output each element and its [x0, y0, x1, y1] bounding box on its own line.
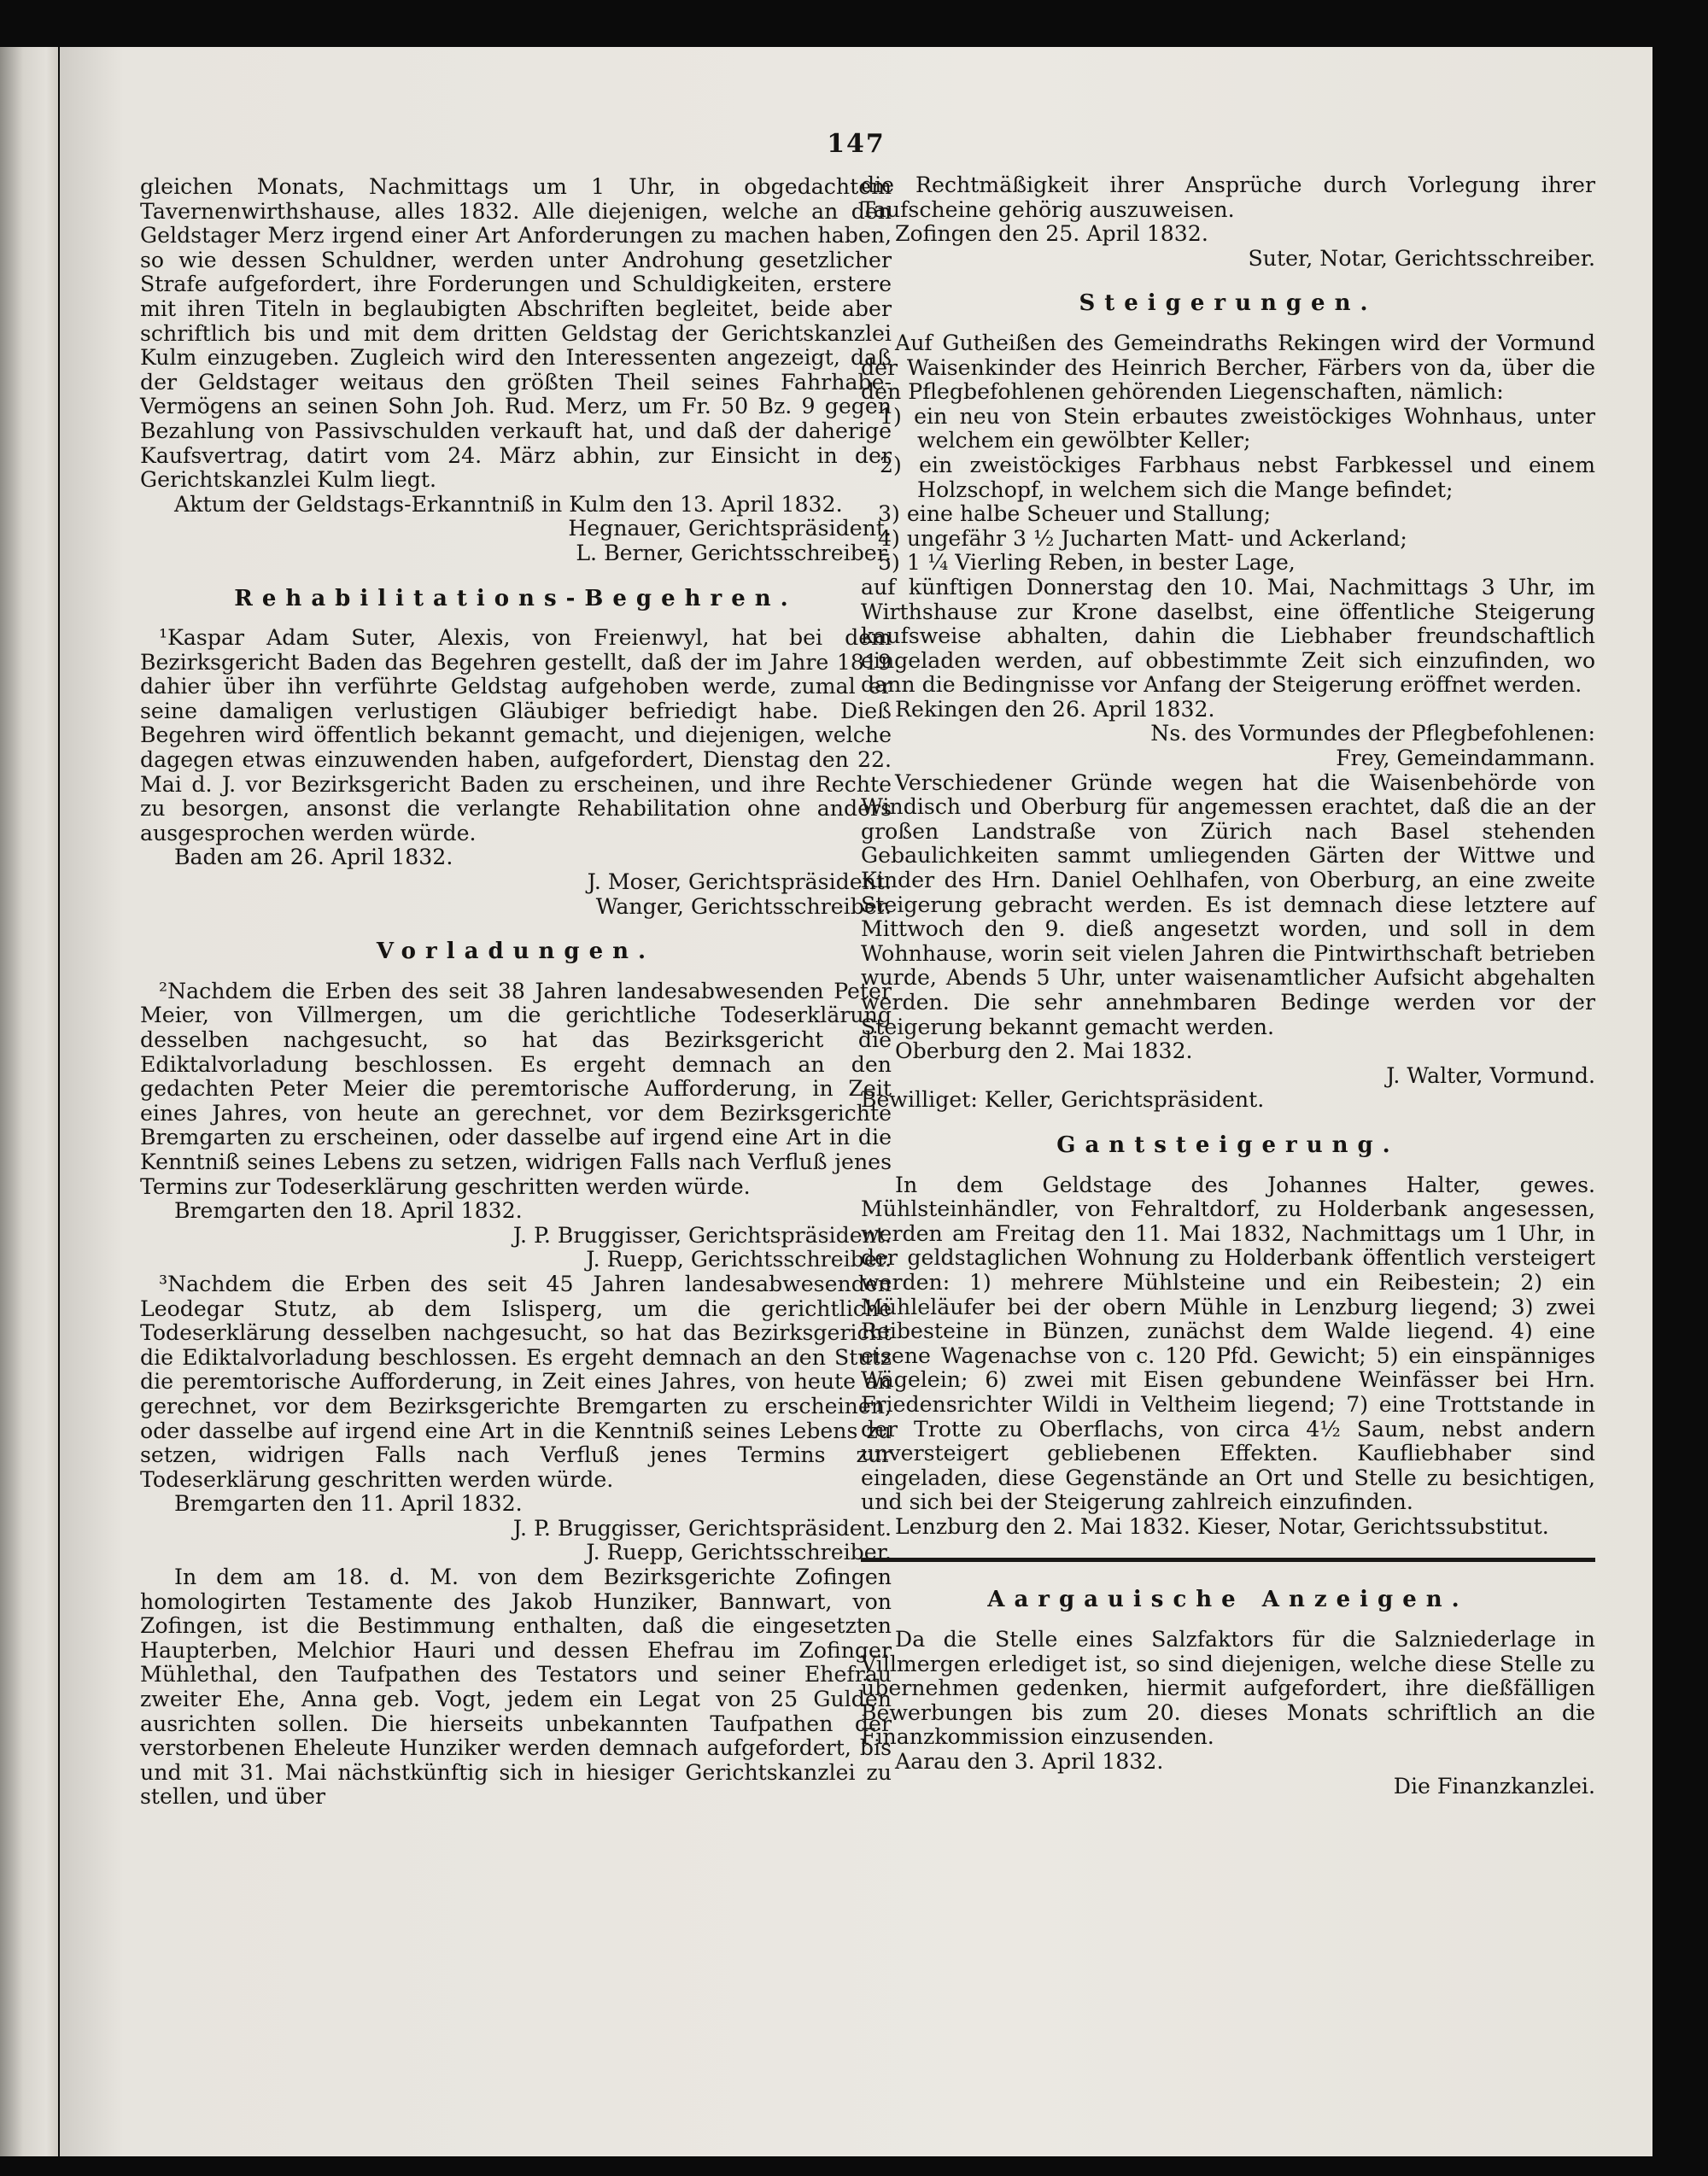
previous-page-edge — [0, 47, 58, 2156]
vorladung-1-signature-1: J. P. Bruggisser, Gerichtspräsident. — [512, 1222, 892, 1248]
steigerung-1-signature-2: Frey, Gemeindammann. — [1336, 746, 1595, 771]
steigerung-1-intro: Auf Gutheißen des Gemeindraths Rekingen wird der Vormund der Waisenkinder des Heinrich Bercher, Färbers von da, über die den Pflegbefohlenen gehörenden Liegenschaften, nämlich: — [861, 330, 1595, 405]
testament-place-date: Zofingen den 25. April 1832. — [895, 221, 1208, 247]
vorladung-2-signature-2: J. Ruepp, Gerichtsschreiber. — [586, 1540, 892, 1565]
vorladung-2-text: ³Nachdem die Erben des seit 45 Jahren landesabwesenden Leodegar Stutz, ab dem Islisperg, um die gerichtliche Todeserklärung desselben nachgesucht, so hat das Bezirksgericht die Ediktalvorladung beschlossen. Es ergeht demnach an den Stutz die peremtorische Aufforderung, in Zeit eines Jahres, von heute an gerechnet, vor dem Bezirksgerichte Bremgarten zu erscheinen, oder dasselbe auf irgend eine Art in die Kenntniß seines Lebens zu setzen, widrigen Falls nach Verfluß jenes Termins zur Todeserklärung geschritten werden würde. — [140, 1271, 892, 1492]
anzeige-signature: Die Finanzkanzlei. — [1393, 1773, 1595, 1799]
right-column — [861, 173, 1595, 1799]
heading-aargauische-anzeigen: Aargauische Anzeigen. — [987, 1587, 1469, 1613]
steigerung-2-approval: Bewilliget: Keller, Gerichtspräsident. — [861, 1087, 1265, 1113]
testament-text: In dem am 18. d. M. von dem Bezirksgerichte Zofingen homologirten Testamente des Jakob Hunziker, Bannwart, von Zofingen, ist die Bestimmung enthalten, daß die eingesetzten Haupterben, Melchior Hauri und dessen Ehefrau im Zofinger Mühlethal, den Taufpathen des Testators und seiner Ehefrau zweiter Ehe, Anna geb. Vogt, jedem ein Legat von 25 Gulden ausrichten sollen. Die hierseits unbekannten Taufpathen der verstorbenen Eheleute Hunziker werden demnach aufgefordert, bis und mit 31. Mai nächstkünftig sich in hiesiger Gerichtskanzlei zu stellen, und über — [140, 1565, 892, 1810]
vorladung-1-text: ²Nachdem die Erben des seit 38 Jahren landesabwesenden Peter Meier, von Villmergen, um die gerichtliche Todeserklärung desselben nachgesucht, so hat das Bezirksgericht die Ediktalvorladung beschlossen. Es ergeht demnach an den gedachten Peter Meier die peremtorische Aufforderung, in Zeit eines Jahres, von heute an gerechnet, vor dem Bezirksgerichte Bremgarten zu erscheinen, oder dasselbe auf irgend eine Art in die Kenntniß seines Lebens zu setzen, widrigen Falls nach Verfluß jenes Termins zur Todeserklärung geschritten werden würde. — [140, 978, 892, 1199]
steigerung-1-item-2: 2) ein zweistöckiges Farbhaus nebst Farbkessel und einem Holzschopf, in welchem sich die Mange befindet; — [880, 452, 1595, 502]
geldstag-text: gleichen Monats, Nachmittags um 1 Uhr, in obgedachtem Tavernenwirthshause, alles 1832. Alle diejenigen, welche an den Geldstager Merz irgend einer Art Anforderungen zu machen haben, so wie dessen Schuldner, werden unter Androhung gesetzlicher Strafe aufgefordert, ihre Forderungen und Schuldigkeiten, erstere mit ihren Titeln in beglaubigten Abschriften begleitet, beide aber schriftlich bis und mit dem dritten Geldstag der Gerichtskanzlei Kulm einzugeben. Zugleich wird den Interessenten angezeigt, daß der Geldstager weitaus den größten Theil seines Fahrhabe-Vermögens an seinen Sohn Joh. Rud. Merz, um Fr. 50 Bz. 9 gegen Bezahlung von Passivschulden verkauft hat, und daß der daherige Kaufsvertrag, datirt vom 24. März abhin, zur Einsicht in der Gerichtskanzlei Kulm liegt. — [140, 174, 892, 493]
steigerung-2-place-date: Oberburg den 2. Mai 1832. — [895, 1038, 1193, 1064]
steigerung-1-item-5: 5) 1 ¼ Vierling Reben, in bester Lage, — [878, 550, 1296, 576]
heading-vorladungen: Vorladungen. — [376, 939, 656, 965]
anzeige-place-date: Aarau den 3. April 1832. — [895, 1749, 1164, 1775]
anzeige-text: Da die Stelle eines Salzfaktors für die Salzniederlage in Villmergen erlediget ist, so sind diejenigen, welche diese Stelle zu übernehmen gedenken, hiermit aufgefordert, ihre dießfälligen Bewerbungen bis zum 20. dieses Monats schriftlich an die Finanzkommission einzusenden. — [861, 1627, 1595, 1750]
geldstag-signature-2: L. Berner, Gerichtsschreiber. — [576, 540, 892, 565]
rehabilitation-text: ¹Kaspar Adam Suter, Alexis, von Freienwyl, hat bei dem Bezirksgericht Baden das Begehren gestellt, daß der im Jahre 1819 dahier über ihn verführte Geldstag aufgehoben werde, zumal er seine damaligen verlustigen Gläubiger befriedigt habe. Dieß Begehren wird öffentlich bekannt gemacht, und diejenigen, welche dagegen etwas einzuwenden haben, aufgefordert, Dienstag den 22. Mai d. J. vor Bezirksgericht Baden zu erscheinen, und ihre Rechte zu besorgen, ansonst die verlangte Rehabilitation ohne anders ausgesprochen werden würde. — [140, 625, 892, 845]
geldstag-signature-1: Hegnauer, Gerichtspräsident. — [568, 516, 892, 541]
section-divider — [861, 1558, 1595, 1562]
steigerung-1-item-4: 4) ungefähr 3 ½ Jucharten Matt- und Ackerland; — [878, 525, 1407, 551]
left-column — [140, 175, 892, 1810]
steigerung-1-item-3: 3) eine halbe Scheuer und Stallung; — [878, 501, 1272, 527]
steigerung-1-signature-1: Ns. des Vormundes der Pflegbefohlenen: — [1150, 721, 1595, 746]
steigerung-1-place-date: Rekingen den 26. April 1832. — [895, 696, 1215, 722]
vorladung-2-place-date: Bremgarten den 11. April 1832. — [174, 1491, 523, 1517]
page-number: 147 — [827, 129, 886, 159]
testament-continued: die Rechtmäßigkeit ihrer Ansprüche durch Vorlegung ihrer Taufscheine gehörig auszuweisen. — [861, 173, 1595, 222]
vorladung-1-place-date: Bremgarten den 18. April 1832. — [174, 1198, 523, 1224]
gantsteigerung-text: In dem Geldstage des Johannes Halter, gewes. Mühlsteinhändler, von Fehraltdorf, zu Holderbank angesessen, werden am Freitag den 11. Mai 1832, Nachmittags um 1 Uhr, in der geldstaglichen Wohnung zu Holderbank öffentlich versteigert werden: 1) mehrere Mühlsteine und ein Reibestein; 2) ein Mühleläufer bei der obern Mühle in Lenzburg liegend; 3) zwei Reibesteine in Bünzen, zunächst dem Walde liegend. 4) eine eisene Wagenachse von c. 120 Pfd. Gewicht; 5) ein einspänniges Wägelein; 6) zwei mit Eisen gebundene Weinfässer bei Hrn. Friedensrichter Wildi in Veltheim liegend; 7) eine Trottstande in der Trotte zu Oberflachs, von circa 4½ Saum, nebst andern unversteigert gebliebenen Effekten. Kaufliebhaber sind eingeladen, diese Gegenstände an Ort und Stelle zu besichtigen, und sich bei der Steigerung zahlreich einzufinden. — [861, 1172, 1595, 1515]
steigerung-2-signature: J. Walter, Vormund. — [1386, 1062, 1595, 1088]
testament-signature: Suter, Notar, Gerichtsschreiber. — [1248, 245, 1595, 271]
gantsteigerung-place-date-signature: Lenzburg den 2. Mai 1832. Kieser, Notar, Gerichtssubstitut. — [895, 1513, 1549, 1539]
steigerung-1-item-1: 1) ein neu von Stein erbautes zweistöckiges Wohnhaus, unter welchem ein gewölbter Keller; — [880, 403, 1595, 453]
rehabilitation-place-date: Baden am 26. April 1832. — [174, 845, 453, 870]
heading-gantsteigerung: Gantsteigerung. — [1056, 1132, 1400, 1158]
newspaper-page — [60, 47, 1652, 2156]
vorladung-2-signature-1: J. P. Bruggisser, Gerichtspräsident. — [512, 1515, 892, 1541]
heading-steigerungen: Steigerungen. — [1079, 290, 1378, 317]
rehabilitation-signature-2: Wanger, Gerichtsschreiber. — [595, 893, 892, 919]
geldstag-place-date: Aktum der Geldstags-Erkanntniß in Kulm den 13. April 1832. — [174, 491, 843, 517]
vorladung-1-signature-2: J. Ruepp, Gerichtsschreiber. — [586, 1247, 892, 1272]
steigerung-2-text: Verschiedener Gründe wegen hat die Waisenbehörde von Windisch und Oberburg für angemessen erachtet, daß die an der großen Landstraße von Zürich nach Basel stehenden Gebaulichkeiten sammt umliegenden Gärten der Wittwe und Kinder des Hrn. Daniel Oehlhafen, von Oberburg, an eine zweite Steigerung gebracht werden. Es ist demnach diese letztere auf Mittwoch den 9. dieß angesetzt worden, und soll in dem Wohnhause, worin seit vielen Jahren die Pintwirthschaft betrieben wurde, Abends 5 Uhr, unter waisenamtlicher Aufsicht abgehalten werden. Die sehr annehmbaren Bedinge werden vor der Steigerung bekannt gemacht werden. — [861, 769, 1595, 1039]
steigerung-1-text: auf künftigen Donnerstag den 10. Mai, Nachmittags 3 Uhr, im Wirthshause zur Krone daselbst, eine öffentliche Steigerung kaufsweise abhalten, dahin die Liebhaber freundschaftlich eingeladen werden, auf obbestimmte Zeit sich einzufinden, wo dann die Bedingnisse vor Anfang der Steigerung eröffnet werden. — [861, 574, 1595, 698]
heading-rehabilitation: Rehabilitations-Begehren. — [234, 585, 798, 611]
rehabilitation-signature-1: J. Moser, Gerichtspräsident. — [587, 869, 892, 895]
